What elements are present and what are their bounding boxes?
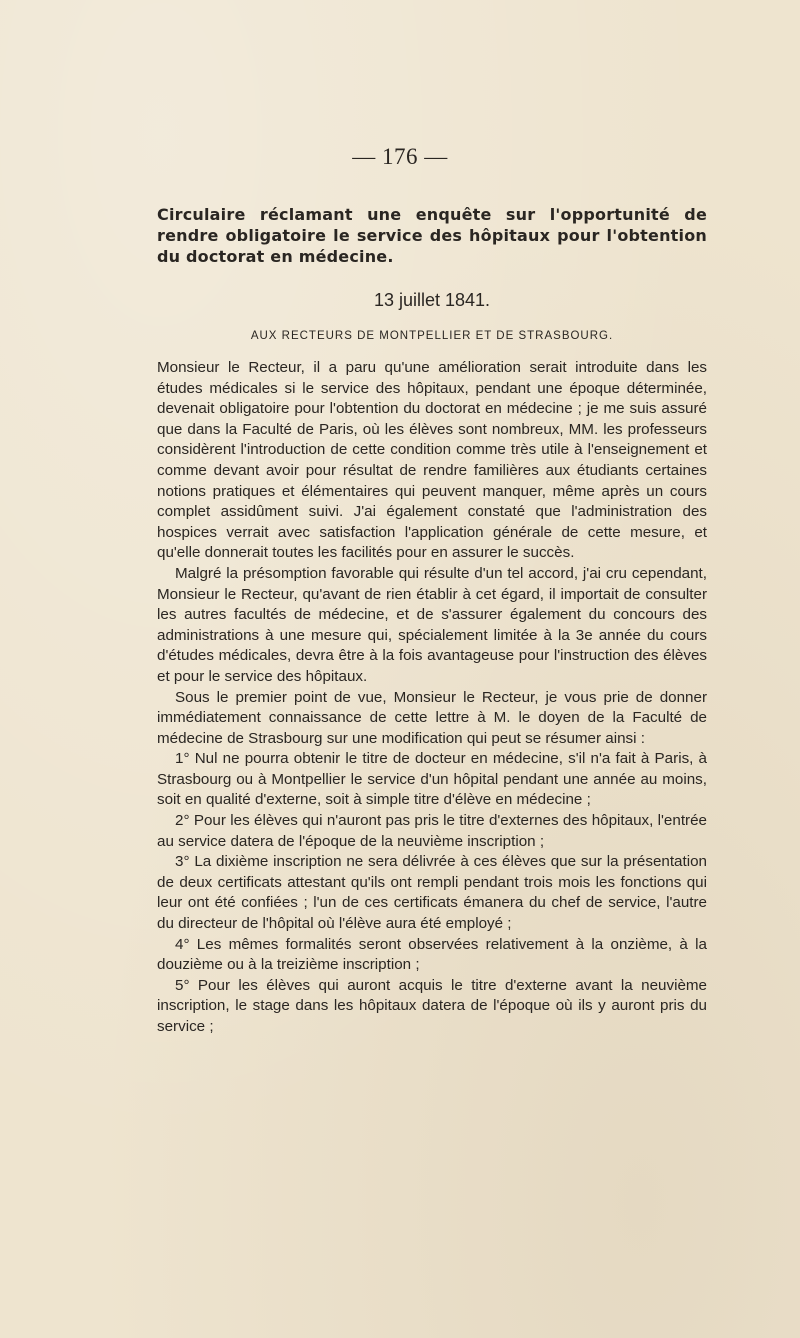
paragraph-article-4: 4° Les mêmes formalités seront observées relativement à la onzième, à la douzième ou à la treizième inscription ; (157, 935, 707, 974)
paragraph-opening: Monsieur le Recteur, il a paru qu'une amélioration serait introduite dans les études médicales si le service des hôpitaux, pendant une époque déterminée, devenait obligatoire pour l'obtention du doctorat en médecine ; je me suis assuré que dans la Faculté de Paris, où les élèves sont nombreux, MM. les professeurs considèrent l'introduction de cette condition comme très utile à l'enseignement et comme devant avoir pour résultat de rendre familières aux étudiants certaines notions pratiques et élémentaires qui peuvent manquer, même après un cours complet assidûment suivi. J'ai également constaté que l'administration des hospices verrait avec satisfaction l'application générale de cette mesure, et qu'elle donnerait toutes les facilités pour en assurer le succès. (157, 359, 707, 562)
paragraph-article-5: 5° Pour les élèves qui auront acquis le titre d'externe avant la neuvième inscription, le stage dans les hôpitaux datera de l'époque où ils y auront pris du service ; (157, 976, 707, 1035)
page-content (157, 204, 707, 1038)
paragraph-article-1: 1° Nul ne pourra obtenir le titre de docteur en médecine, s'il n'a fait à Paris, à Strasbourg ou à Montpellier le service d'un hôpital pendant une année au moins, soit en qualité d'externe, soit à simple titre d'élève en médecine ; (157, 750, 707, 809)
circular-title: Circulaire réclamant une enquête sur l'opportunité de rendre obligatoire le service des hôpitaux pour l'obtention du doctorat en médecine. (157, 205, 707, 266)
circular-body (157, 358, 707, 1038)
circular-recipient: AUX RECTEURS DE MONTPELLIER ET DE STRASBOURG. (250, 330, 614, 342)
page-number: — 176 — (352, 144, 448, 169)
paragraph-article-3: 3° La dixième inscription ne sera délivrée à ces élèves que sur la présentation de deux certificats attestant qu'ils ont rempli pendant trois mois les fonctions qui leur ont été confiées ; l'un de ces certificats émanera du chef de service, l'autre du directeur de l'hôpital où l'élève aura été employé ; (157, 853, 707, 933)
paragraph-consultation: Malgré la présomption favorable qui résulte d'un tel accord, j'ai cru cependant, Monsieur le Recteur, qu'avant de rien établir à cet égard, il importait de consulter les autres facultés de médecine, et de s'assurer également du concours des administrations à une mesure qui, spécialement limitée à la 3e année du cours d'études médicales, devra être à la fois avantageuse pour l'instruction des élèves et pour le service des hôpitaux. (157, 564, 707, 685)
paragraph-article-2: 2° Pour les élèves qui n'auront pas pris le titre d'externes des hôpitaux, l'entrée au service datera de l'époque de la neuvième inscription ; (157, 812, 707, 850)
paragraph-request: Sous le premier point de vue, Monsieur le Recteur, je vous prie de donner immédiatement connaissance de cette lettre à M. le doyen de la Faculté de médecine de Strasbourg sur une modification qui peut se résumer ainsi : (157, 688, 707, 747)
circular-date: 13 juillet 1841. (373, 290, 491, 310)
